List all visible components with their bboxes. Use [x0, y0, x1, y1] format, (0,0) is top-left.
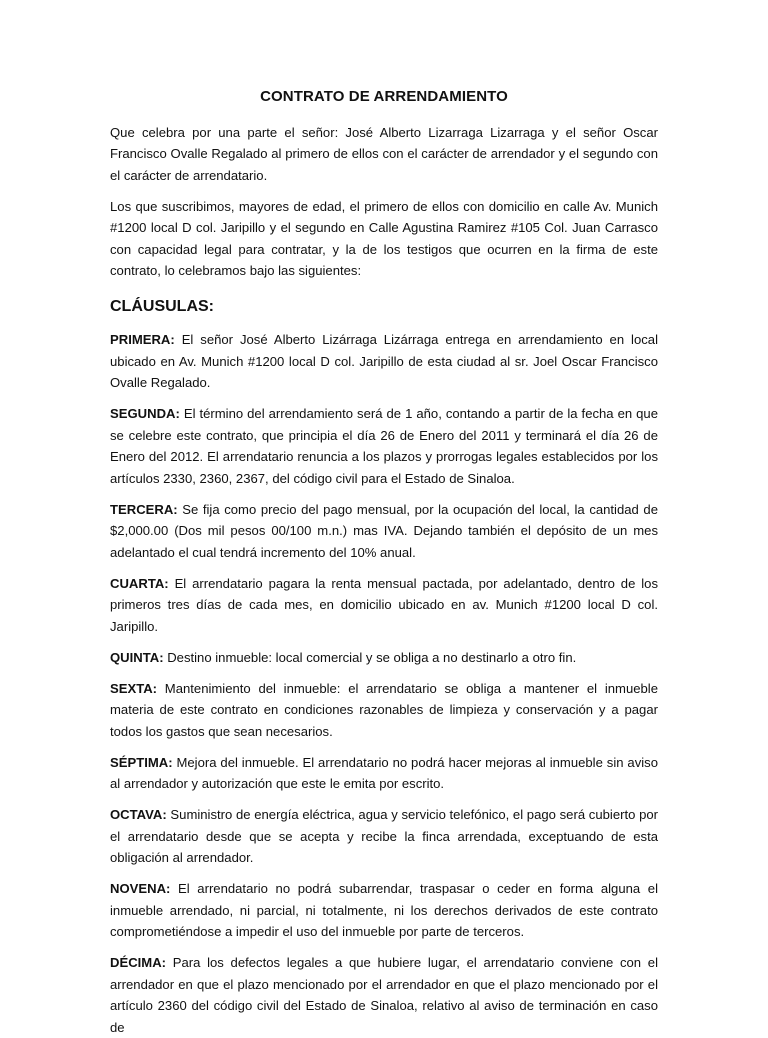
- clause-label: CUARTA:: [110, 575, 169, 591]
- clause-quinta: [110, 647, 658, 669]
- clause-text: Suministro de energía eléctrica, agua y servicio telefónico, el pago será cubierto por el arrendatario desde que se acepta y recibe la finca arrendada, exceptuando de esta obligación al arrendador.: [110, 807, 658, 865]
- clause-label: PRIMERA:: [110, 332, 175, 347]
- clause-text: El término del arrendamiento será de 1 año, contando a partir de la fecha en que se celebre este contrato, que principia el día 26 de Enero del 2011 y terminará el día 26 de Enero del 2012. El arrendatario renuncia a los plazos y prorrogas legales establecidos por los artículos 2330, 2360, 2367, del código civil para el Estado de Sinaloa.: [110, 406, 658, 486]
- clause-label: QUINTA:: [110, 649, 164, 665]
- clause-tercera: [110, 499, 658, 564]
- clause-septima: [110, 752, 658, 795]
- clause-cuarta: [110, 573, 658, 638]
- clause-text: Para los defectos legales a que hubiere lugar, el arrendatario conviene con el arrendador en que el plazo mencionado por el arrendador en que el plazo mencionado por el artículo 2360 del código civil del Estado de Sinaloa, relativo al aviso de terminación en caso de: [110, 955, 658, 1035]
- clausulas-heading: CLÁUSULAS:: [110, 297, 214, 315]
- clause-label: SEXTA:: [110, 680, 158, 696]
- intro-paragraph-domicile: Los que suscribimos, mayores de edad, el primero de ellos con domicilio en calle Av. Munich #1200 local D col. Jaripillo y el segundo en Calle Agustina Ramirez #105 Col. Juan Carrasco con capacidad legal para contratar, y la de los testigos que ocurren en la firma de este contrato, lo celebramos bajo las siguientes:: [110, 198, 658, 278]
- clause-label: TERCERA:: [110, 501, 178, 517]
- document-title: CONTRATO DE ARRENDAMIENTO: [260, 88, 508, 105]
- clause-text: Mantenimiento del inmueble: el arrendatario se obliga a mantener el inmueble materia de este contrato en condiciones razonables de limpieza y conservación y a pagar todos los gastos que sean necesarios.: [110, 680, 658, 739]
- clause-text: El arrendatario pagara la renta mensual pactada, por adelantado, dentro de los primeros tres días de cada mes, en domicilio ubicado en av. Munich #1200 local D col. Jaripillo.: [110, 575, 658, 634]
- clause-label: NOVENA:: [110, 881, 171, 896]
- clause-label: SÉPTIMA:: [110, 754, 173, 770]
- clause-decima: [110, 952, 658, 1038]
- clause-segunda: [110, 403, 658, 489]
- clause-label: DÉCIMA:: [110, 955, 167, 970]
- clause-label: SEGUNDA:: [110, 406, 180, 421]
- clause-primera: [110, 329, 658, 394]
- clause-text: Se fija como precio del pago mensual, por la ocupación del local, la cantidad de $2,000.00 (Dos mil pesos 00/100 m.n.) mas IVA. Dejando también el depósito de un mes adelantado el cual tendrá incremento del 10% anual.: [110, 501, 658, 560]
- clause-text: El arrendatario no podrá subarrendar, traspasar o ceder en forma alguna el inmueble arrendado, ni parcial, ni totalmente, ni los derechos derivados de este contrato comprometiéndose a impedir el uso del inmueble por parte de terceros.: [110, 881, 658, 939]
- clause-text: El señor José Alberto Lizárraga Lizárraga entrega en arrendamiento en local ubicado en Av. Munich #1200 local D col. Jaripillo de esta ciudad al sr. Joel Oscar Francisco Ovalle Regalado.: [110, 332, 658, 390]
- intro-paragraph-parties: Que celebra por una parte el señor: José Alberto Lizarraga Lizarraga y el señor Oscar Francisco Ovalle Regalado al primero de ellos con el carácter de arrendador y el segundo con el carácter de arrendatario.: [110, 124, 658, 183]
- clause-text: Mejora del inmueble. El arrendatario no podrá hacer mejoras al inmueble sin aviso al arrendador y autorización que este le emita por escrito.: [110, 754, 658, 791]
- clause-octava: [110, 804, 658, 869]
- clause-sexta: [110, 678, 658, 743]
- clause-label: OCTAVA:: [110, 807, 167, 822]
- clause-text: Destino inmueble: local comercial y se obliga a no destinarlo a otro fin.: [163, 649, 577, 665]
- clause-novena: [110, 878, 658, 943]
